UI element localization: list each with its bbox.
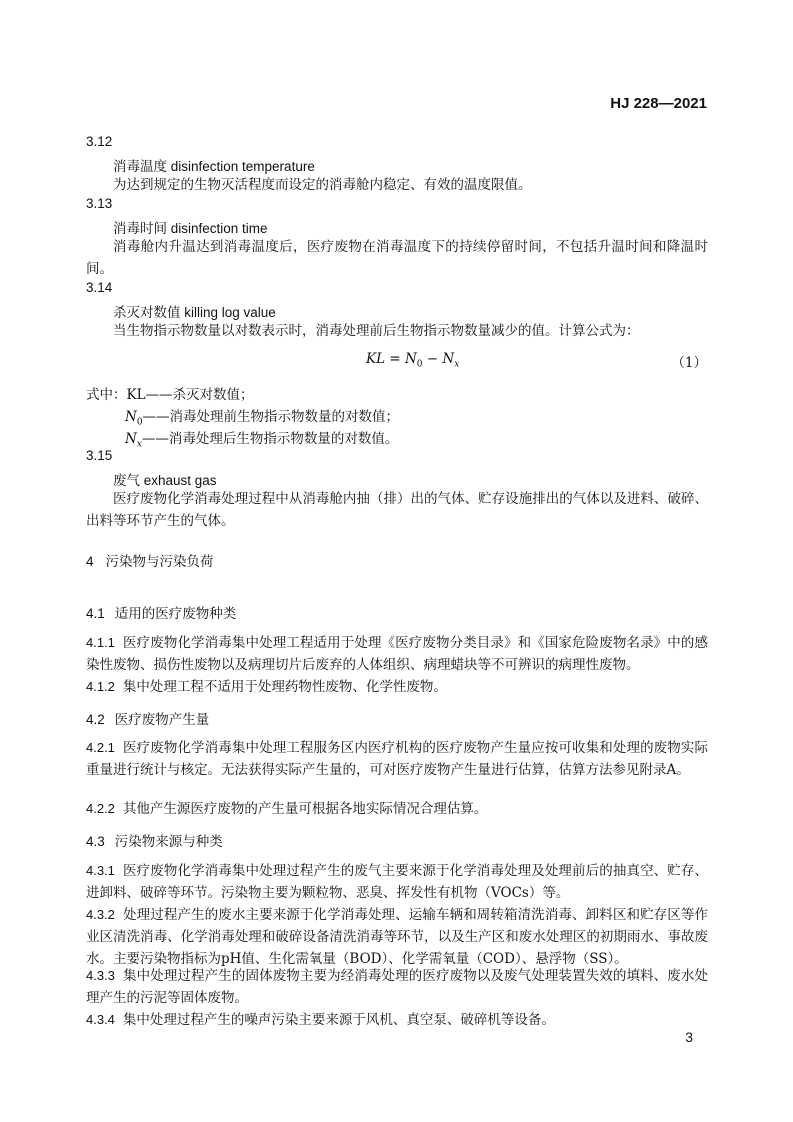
formula-nx: N bbox=[442, 351, 455, 367]
section-4-1-heading bbox=[86, 602, 236, 622]
term-exhaust-gas: 废气 exhaust gas bbox=[113, 473, 217, 488]
where-nx-symbol: N bbox=[125, 431, 137, 447]
where-n0-line bbox=[125, 405, 399, 428]
clause-4-1-1-number: 4.1.1 bbox=[86, 635, 115, 650]
formula-minus: − bbox=[422, 351, 443, 367]
clause-4-2-1-number: 4.2.1 bbox=[86, 740, 115, 755]
clause-4-3-3-number: 4.3.3 bbox=[86, 968, 115, 983]
section-4-heading bbox=[86, 550, 214, 570]
clause-4-2-2 bbox=[86, 798, 708, 820]
formula-n0-sub: 0 bbox=[416, 359, 423, 370]
standard-code: HJ 228—2021 bbox=[610, 95, 707, 112]
where-n0-text: ——消毒处理前生物指示物数量的对数值； bbox=[142, 409, 400, 425]
clause-4-2-2-number: 4.2.2 bbox=[86, 801, 115, 816]
clause-4-3-1 bbox=[86, 860, 708, 904]
where-n0-symbol: N bbox=[125, 409, 137, 425]
where-kl-line bbox=[86, 383, 254, 403]
page-number: 3 bbox=[685, 1029, 693, 1045]
section-4-1-number: 4.1 bbox=[86, 606, 105, 621]
formula-lhs: KL bbox=[366, 351, 386, 367]
definition-3-14: 当生物指示物数量以对数表示时，消毒处理前后生物指示物数量减少的值。计算公式为： bbox=[113, 323, 640, 339]
clause-4-3-1-text: 医疗废物化学消毒集中处理过程产生的废气主要来源于化学消毒处理及处理前后的抽真空、贮存、进卸料、破碎等环节。污染物主要为颗粒物、恶臭、挥发性有机物（VOCs）等。 bbox=[86, 863, 708, 901]
definition-3-15: 医疗废物化学消毒处理过程中从消毒舱内抽（排）出的气体、贮存设施排出的气体以及进料、破碎、出料等环节产生的气体。 bbox=[86, 491, 708, 529]
clause-4-3-4-number: 4.3.4 bbox=[86, 1012, 115, 1027]
clause-number-3-12: 3.12 bbox=[86, 134, 113, 149]
section-4-2-number: 4.2 bbox=[86, 712, 105, 727]
clause-4-1-1-text: 医疗废物化学消毒集中处理工程适用于处理《医疗废物分类目录》和《国家危险废物名录》中的感染性废物、损伤性废物以及病理切片后废弃的人体组织、病理蜡块等不可辨识的病理性废物。 bbox=[86, 635, 708, 673]
clause-4-1-2 bbox=[86, 676, 708, 698]
where-label: 式中： bbox=[86, 387, 127, 403]
clause-number-3-14: 3.14 bbox=[86, 280, 113, 295]
clause-number-3-13: 3.13 bbox=[86, 196, 113, 211]
section-4-number: 4 bbox=[86, 554, 94, 569]
where-kl: KL——杀灭对数值； bbox=[126, 387, 254, 403]
term-disinfection-temperature: 消毒温度 disinfection temperature bbox=[113, 159, 315, 174]
formula-nx-sub: x bbox=[454, 359, 460, 370]
clause-4-2-1-text: 医疗废物化学消毒集中处理工程服务区内医疗机构的医疗废物产生量应按可收集和处理的废物实际重量进行统计与核定。无法获得实际产生量的，可对医疗废物产生量进行估算，估算方法参见附录A。 bbox=[86, 740, 708, 778]
clause-4-3-4 bbox=[86, 1009, 708, 1031]
clause-4-2-2-text: 其他产生源医疗废物的产生量可根据各地实际情况合理估算。 bbox=[122, 801, 488, 817]
section-4-title: 污染物与污染负荷 bbox=[105, 554, 214, 569]
clause-4-2-1 bbox=[86, 737, 708, 781]
section-4-3-title: 污染物来源与种类 bbox=[114, 834, 223, 849]
clause-4-3-4-text: 集中处理过程产生的噪声污染主要来源于风机、真空泵、破碎机等设备。 bbox=[122, 1012, 555, 1028]
clause-4-3-2 bbox=[86, 904, 708, 970]
clause-4-3-1-number: 4.3.1 bbox=[86, 863, 115, 878]
clause-4-3-2-text: 处理过程产生的废水主要来源于化学消毒处理、运输车辆和周转箱清洗消毒、卸料区和贮存区等作业区清洗消毒、化学消毒处理和破碎设备清洗消毒等环节，以及生产区和废水处理区的初期雨水、事故废水。主要污染物指标为pH值、生化需氧量（BOD）、化学需氧量（COD）、悬浮物（SS）。 bbox=[86, 907, 708, 967]
clause-4-1-2-text: 集中处理工程不适用于处理药物性废物、化学性废物。 bbox=[122, 679, 447, 695]
formula-eq: = bbox=[385, 351, 405, 367]
definition-3-12: 为达到规定的生物灭活程度而设定的消毒舱内稳定、有效的温度限值。 bbox=[113, 177, 532, 193]
section-4-3-number: 4.3 bbox=[86, 834, 105, 849]
clause-4-3-2-number: 4.3.2 bbox=[86, 907, 115, 922]
clause-4-1-2-number: 4.1.2 bbox=[86, 679, 115, 694]
clause-number-3-15: 3.15 bbox=[86, 448, 113, 463]
term-killing-log-value: 杀灭对数值 killing log value bbox=[113, 305, 276, 320]
term-disinfection-time: 消毒时间 disinfection time bbox=[113, 221, 268, 236]
where-nx-line bbox=[125, 427, 398, 450]
section-4-2-heading bbox=[86, 708, 209, 728]
where-n0-sub: 0 bbox=[136, 417, 143, 428]
clause-4-3-3 bbox=[86, 965, 708, 1009]
where-nx-text: ——消毒处理后生物指示物数量的对数值。 bbox=[141, 431, 399, 447]
clause-4-1-1 bbox=[86, 632, 708, 676]
section-4-1-title: 适用的医疗废物种类 bbox=[114, 606, 237, 621]
formula-n0: N bbox=[404, 351, 417, 367]
section-4-2-title: 医疗废物产生量 bbox=[114, 712, 210, 727]
section-4-3-heading bbox=[86, 830, 223, 850]
formula-number: （1） bbox=[671, 355, 707, 371]
where-nx-sub: x bbox=[136, 439, 142, 450]
definition-3-13: 消毒舱内升温达到消毒温度后，医疗废物在消毒温度下的持续停留时间，不包括升温时间和降温时间。 bbox=[86, 239, 708, 277]
clause-4-3-3-text: 集中处理过程产生的固体废物主要为经消毒处理的医疗废物以及废气处理装置失效的填料、废水处理产生的污泥等固体废物。 bbox=[86, 968, 708, 1006]
formula-kl bbox=[366, 351, 459, 370]
